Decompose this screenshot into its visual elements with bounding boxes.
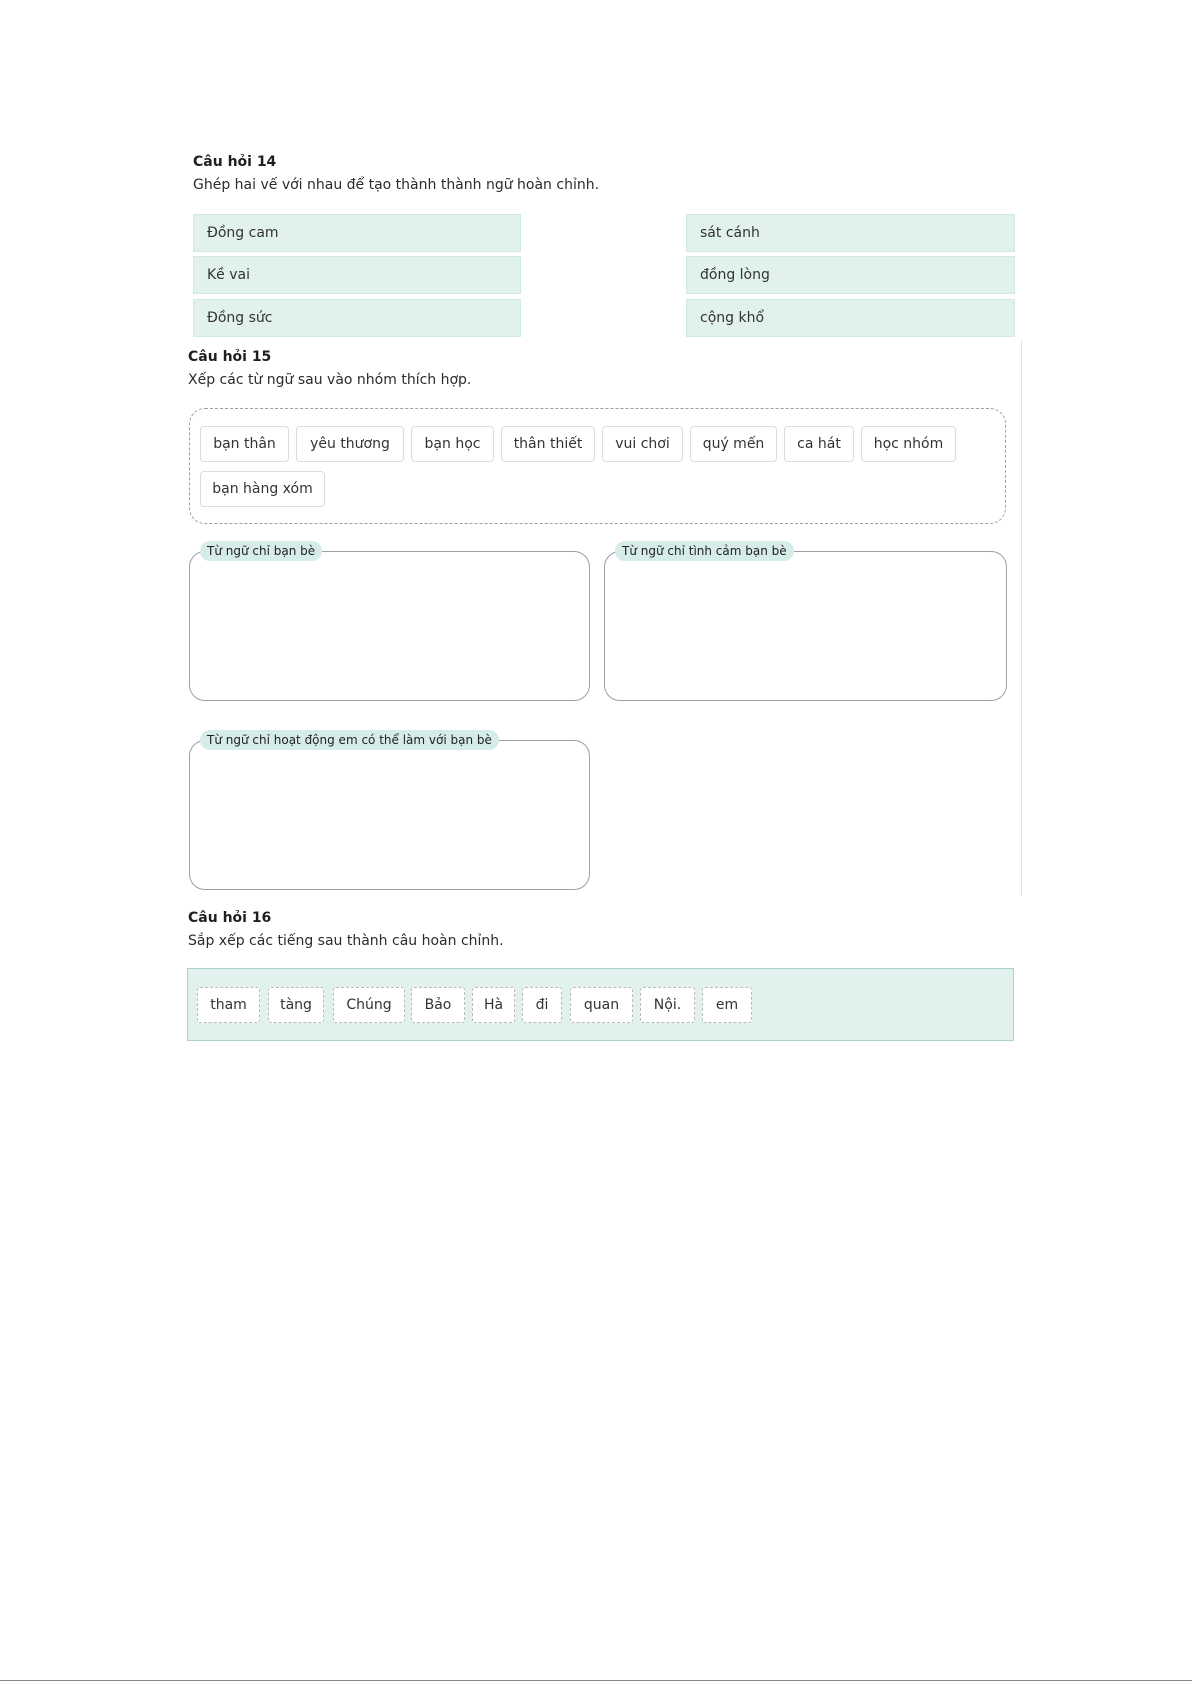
q14-left-item-3[interactable]: Đồng sức <box>193 299 521 337</box>
q15-chip[interactable]: quý mến <box>690 426 777 462</box>
q16-word[interactable]: Chúng <box>333 987 405 1023</box>
q14-right-item-2[interactable]: đồng lòng <box>686 256 1015 294</box>
q14-instruction: Ghép hai vế với nhau để tạo thành thành ngữ hoàn chỉnh. <box>193 177 600 193</box>
q15-instruction: Xếp các từ ngữ sau vào nhóm thích hợp. <box>188 372 472 388</box>
q15-word-pool[interactable] <box>189 408 1006 524</box>
q15-group-feelings[interactable] <box>604 544 1007 701</box>
q16-word-area[interactable] <box>187 968 1014 1041</box>
q16-title: Câu hỏi 16 <box>188 910 272 926</box>
q16-word[interactable]: tham <box>197 987 260 1023</box>
q15-group-label: Từ ngữ chỉ tình cảm bạn bè <box>615 541 794 561</box>
right-divider <box>1021 340 1022 896</box>
q15-chip[interactable]: thân thiết <box>501 426 595 462</box>
q16-word[interactable]: Bảo <box>411 987 465 1023</box>
q16-word[interactable]: tàng <box>268 987 324 1023</box>
q15-chip[interactable]: ca hát <box>784 426 854 462</box>
q16-word[interactable]: đi <box>522 987 562 1023</box>
q15-chip[interactable]: vui chơi <box>602 426 683 462</box>
q15-group-label: Từ ngữ chỉ hoạt động em có thể làm với bạn bè <box>200 730 499 750</box>
q15-title: Câu hỏi 15 <box>188 349 272 365</box>
q15-group-activities[interactable] <box>189 733 590 890</box>
q16-word[interactable]: em <box>702 987 752 1023</box>
q14-right-item-3[interactable]: cộng khổ <box>686 299 1015 337</box>
q15-chip[interactable]: yêu thương <box>296 426 404 462</box>
q15-chip[interactable]: học nhóm <box>861 426 956 462</box>
q14-left-item-1[interactable]: Đồng cam <box>193 214 521 252</box>
q15-group-friends[interactable] <box>189 544 590 701</box>
q16-word[interactable]: Hà <box>472 987 515 1023</box>
q16-instruction: Sắp xếp các tiếng sau thành câu hoàn chỉnh. <box>188 933 504 949</box>
q14-right-item-1[interactable]: sát cánh <box>686 214 1015 252</box>
q15-group-label: Từ ngữ chỉ bạn bè <box>200 541 322 561</box>
q15-chip[interactable]: bạn thân <box>200 426 289 462</box>
page-bottom-line <box>0 1680 1192 1681</box>
q15-chip[interactable]: bạn hàng xóm <box>200 471 325 507</box>
q15-chip[interactable]: bạn học <box>411 426 494 462</box>
q16-word[interactable]: quan <box>570 987 633 1023</box>
q14-title: Câu hỏi 14 <box>193 154 277 170</box>
q14-left-item-2[interactable]: Kề vai <box>193 256 521 294</box>
q16-word[interactable]: Nội. <box>640 987 695 1023</box>
